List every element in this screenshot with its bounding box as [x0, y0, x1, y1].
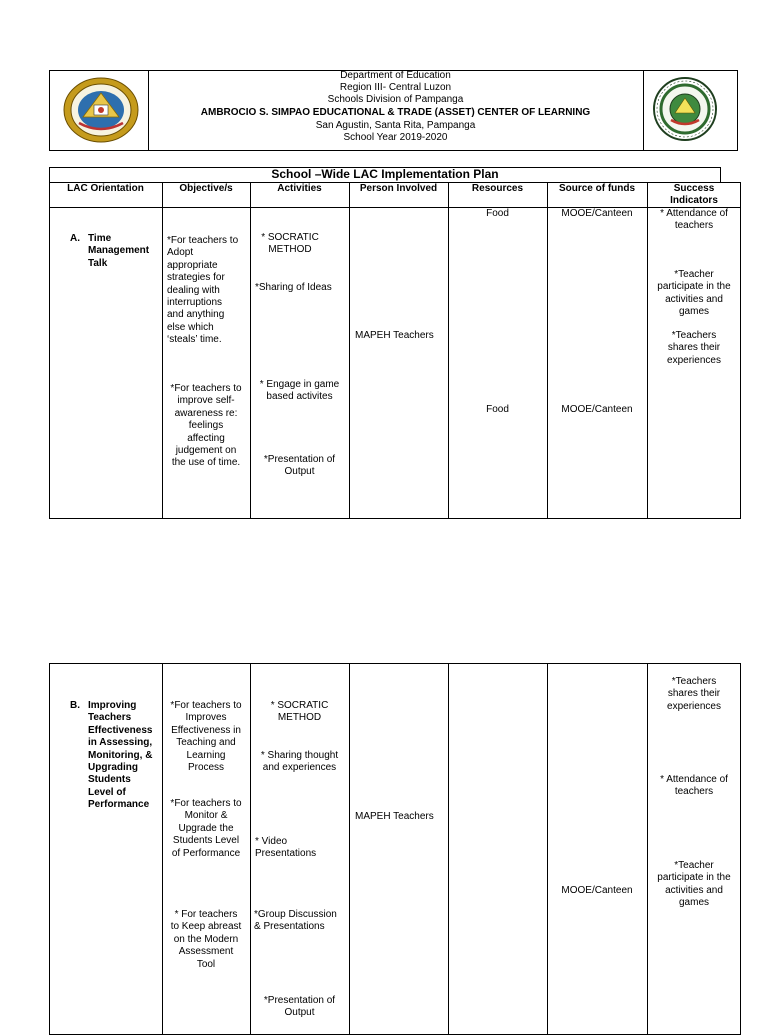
section-a-activity-1: * SOCRATIC METHOD [261, 232, 319, 256]
col-header-success-indicators: Success Indicators [670, 183, 718, 207]
school-name: AMBROCIO S. SIMPAO EDUCATIONAL & TRADE (ASSET) CENTER OF LEARNING [200, 107, 591, 118]
b-col-divider-4 [448, 663, 449, 1035]
section-a-person: MAPEH Teachers [355, 330, 434, 341]
school-year: School Year 2019-2020 [343, 132, 448, 143]
b-col-divider-5 [547, 663, 548, 1035]
section-b-activity-3: * Video Presentations [255, 836, 317, 860]
section-a-activity-3: * Engage in game based activites [259, 379, 340, 403]
col-divider-3 [349, 182, 350, 519]
section-a-activity-4: *Presentation of Output [263, 454, 336, 478]
plan-table-b [49, 663, 741, 1035]
plan-title: School –Wide LAC Implementation Plan [271, 167, 499, 181]
section-a-fund-1: MOOE/Canteen [561, 208, 633, 219]
school-address: San Agustin, Santa Rita, Pampanga [315, 120, 476, 131]
section-b-indicator-2: * Attendance of teachers [660, 774, 728, 798]
section-b-activity-4: *Group Discussion & Presentations [254, 909, 337, 933]
department-line: Department of Education [340, 70, 451, 81]
section-b-objective-3: * For teachers to Keep abreast on the Modern Assessment Tool [170, 909, 242, 970]
section-b-marker: B. [70, 700, 80, 711]
section-a-activity-2: *Sharing of Ideas [255, 282, 332, 293]
col-header-resources: Resources [471, 183, 524, 194]
section-a-fund-2: MOOE/Canteen [561, 404, 633, 415]
col-header-activities: Activities [277, 183, 322, 194]
school-seal-logo [653, 76, 717, 142]
section-a-indicator-1: * Attendance of teachers [660, 208, 728, 232]
col-divider-4 [448, 182, 449, 519]
section-a-resource-2: Food [486, 404, 509, 415]
section-a-indicator-3: *Teachers shares their experiences [667, 330, 721, 366]
deped-seal-logo [63, 77, 139, 143]
col-header-lac-orientation: LAC Orientation [67, 183, 144, 194]
col-divider-5 [547, 182, 548, 519]
col-header-objectives: Objective/s [179, 183, 233, 194]
section-a-indicator-2: *Teacher participate in the activities and games [657, 269, 731, 318]
section-a-title: Time Management Talk [88, 233, 150, 269]
section-b-indicator-1: *Teachers shares their experiences [667, 676, 721, 712]
section-a-resource-1: Food [486, 208, 509, 219]
plan-table-a [49, 182, 741, 519]
section-a-marker: A. [70, 233, 80, 244]
section-b-activity-1: * SOCRATIC METHOD [270, 700, 329, 724]
b-col-divider-6 [647, 663, 648, 1035]
section-a-objective-1: *For teachers to Adopt appropriate strategies for dealing with interruptions and anything else which ‘steals’ time. [167, 235, 239, 346]
region-line: Region III- Central Luzon [339, 82, 452, 93]
section-b-objective-2: *For teachers to Monitor & Upgrade the Students Level of Performance [170, 798, 242, 859]
letterhead-divider-right [643, 70, 644, 151]
section-b-fund-1: MOOE/Canteen [561, 885, 633, 896]
section-b-objective-1: *For teachers to Improves Effectiveness in Teaching and Learning Process [170, 700, 242, 774]
division-line: Schools Division of Pampanga [327, 94, 464, 105]
section-b-indicator-3: *Teacher participate in the activities and games [657, 860, 731, 909]
section-b-person: MAPEH Teachers [355, 811, 434, 822]
col-header-source-of-funds: Source of funds [558, 183, 636, 194]
section-b-activity-5: *Presentation of Output [263, 995, 336, 1019]
col-header-person-involved: Person Involved [359, 183, 438, 194]
section-a-objective-2: *For teachers to improve self- awareness re: feelings affecting judgement on the use of time. [170, 383, 242, 469]
section-b-activity-2: * Sharing thought and experiences [260, 750, 339, 774]
section-b-title: Improving Teachers Effectiveness in Assessing, Monitoring, & Upgrading Students Level of Performance [88, 700, 153, 811]
b-col-divider-3 [349, 663, 350, 1035]
